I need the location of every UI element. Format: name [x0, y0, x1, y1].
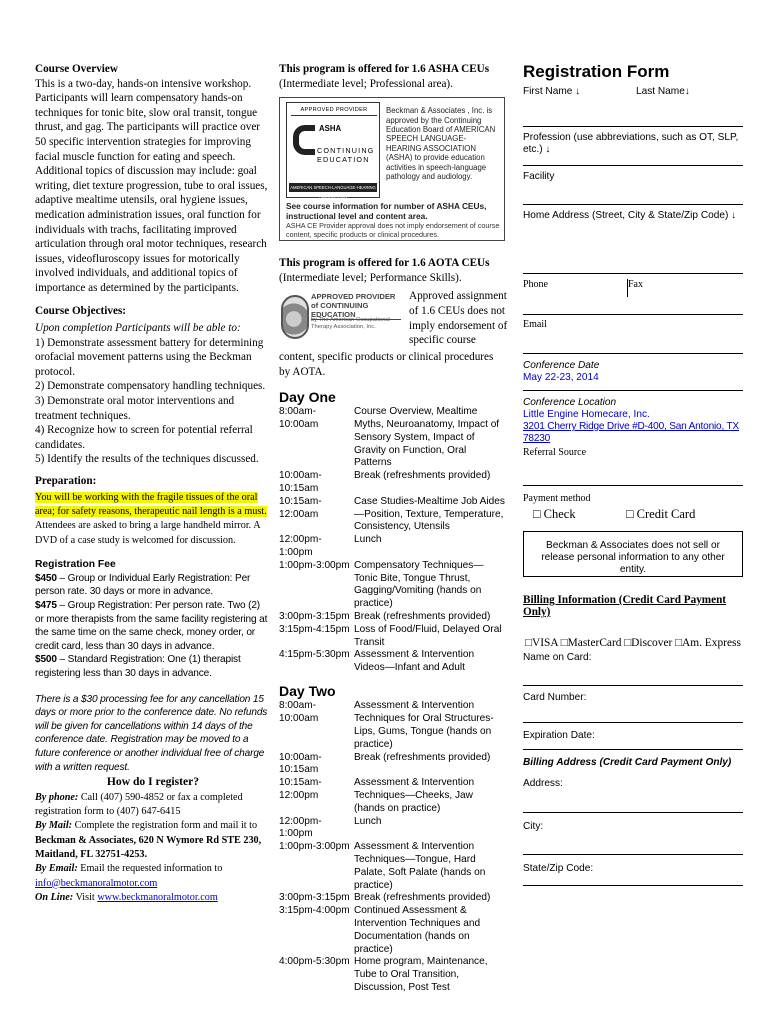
schedule-description: Assessment & Intervention Techniques for Oral Structures-Lips, Gums, Tongue (hands on practice) — [354, 700, 494, 750]
registration-form-title: Registration Form — [523, 62, 670, 81]
middle-column — [279, 62, 508, 995]
objective-4: 4) Recognize how to screen for potential referral candidates. — [35, 424, 253, 451]
billing-info-heading: Billing Information (Credit Card Payment Only) — [523, 594, 727, 618]
asha-disclaimer: ASHA CE Provider approval does not imply endorsement of course content, specific products or clinical procedures. — [286, 221, 500, 239]
fee-standard-amount: $500 — [35, 654, 57, 666]
aota-logo — [279, 291, 401, 347]
schedule-time: 3:00pm-3:15pm — [279, 892, 350, 904]
preparation-text — [35, 491, 271, 548]
schedule-time: 8:00am-10:00am — [279, 406, 319, 430]
register-by-email — [35, 862, 271, 876]
schedule-time: 8:00am-10:00am — [279, 700, 319, 725]
expiration-date-field[interactable]: Expiration Date: — [523, 730, 595, 741]
schedule-row — [279, 700, 505, 751]
schedule-description: Continued Assessment & Intervention Techniques and Documentation (hands on practice) — [354, 905, 481, 955]
schedule-row — [279, 905, 505, 956]
phone-fax-row — [523, 274, 743, 314]
schedule-row — [279, 624, 505, 650]
schedule-description: Lunch — [354, 815, 382, 827]
schedule-time: 4:00pm-5:30pm — [279, 956, 350, 968]
schedule-description: Assessment & Intervention Techniques—Tongue, Hard Palate, Soft Palate (hands on practice) — [354, 841, 486, 891]
course-overview-text: This is a two-day, hands-on intensive workshop. Participants will learn compensatory hands-on techniques for tonic bite, slow oral transit, tongue thrust, and gag. The participants will practice over 50 specific intervention strategies for improving facial muscle function for eating and speech. Additional topics of discussion may include: goal writing, diet texture progression, tube to oral issues, adaptive mealtime utensils, oral hygiene issues, medication administration issues, oral function for individuals with trachs, facilitating improved articulation through oral motor techniques, research issues, videofluroscopy issues for motorically involved individuals, and additional topics of importance as determined by the participants. — [35, 77, 268, 294]
schedule-row — [279, 956, 505, 994]
aota-section — [279, 289, 508, 353]
schedule-row — [279, 649, 505, 675]
schedule-time: 3:15pm-4:00pm — [279, 905, 350, 917]
address-field[interactable]: Address: — [523, 778, 563, 789]
schedule-time: 12:00pm-1:00pm — [279, 815, 322, 840]
objective-5: 5) Identify the results of the techniques discussed. — [35, 453, 259, 466]
schedule-description: Lunch — [354, 534, 382, 546]
preparation-heading: Preparation: — [35, 475, 97, 488]
fee-standard — [35, 653, 271, 680]
billing-address-heading: Billing Address (Credit Card Payment Only) — [523, 757, 732, 768]
schedule-time: 1:00pm-3:00pm — [279, 559, 350, 571]
schedule-row — [279, 406, 505, 470]
schedule-row — [279, 841, 505, 892]
name-on-card-field[interactable]: Name on Card: — [523, 652, 592, 663]
schedule-description: Course Overview, Mealtime Myths, Neuroanatomy, Impact of Sensory System, Impact of Gravity on Function, Oral Patterns — [354, 406, 500, 469]
payment-method-label: Payment method — [523, 493, 591, 504]
by-email-text: Email the requested information to — [77, 863, 223, 875]
state-zip-field[interactable]: State/Zip Code: — [523, 863, 594, 874]
privacy-notice: Beckman & Associates does not sell or release personal information to any other entity. — [523, 531, 743, 577]
schedule-description: Home program, Maintenance, Tube to Oral Transition, Discussion, Post Test — [354, 956, 488, 994]
by-email-label: By Email: — [35, 863, 78, 875]
fee-group-text: – Group Registration: Per person rate. Two (2) or more therapists from the same facility registering at the same time on the same check, money order, or credit card, less than 30 days in advance. — [35, 600, 268, 652]
schedule-time: 10:15am-12:00am — [279, 495, 322, 520]
cancellation-policy: There is a $30 processing fee for any cancellation 15 days or more prior to the conference date. No refunds will be given for cancellations within 14 days of the conference date. Registration may be moved to a future conference or another individual free of charge with a written request. — [35, 693, 268, 773]
profession-field[interactable]: Profession (use abbreviations, such as OT, SLP, etc.) ↓ — [523, 132, 739, 155]
schedule-row — [279, 777, 505, 815]
registration-fee-heading: Registration Fee — [35, 558, 116, 570]
asha-level: (Intermediate level; Professional area). — [279, 77, 453, 90]
by-phone-text: Call (407) 590-4852 or fax a completed registration form to (407) 647-6415 — [35, 791, 243, 818]
first-name-label: First Name ↓ — [523, 86, 581, 97]
aota-logo-subtitle: by The American Occupational Therapy Association, Inc. — [311, 317, 390, 331]
phone-field[interactable]: Phone — [523, 279, 548, 290]
schedule-row — [279, 816, 505, 842]
schedule-time: 10:00am-10:15am — [279, 751, 322, 776]
asha-logo-name: ASHA — [319, 124, 342, 134]
by-phone-label: By phone: — [35, 791, 79, 803]
mail-address: Beckman & Associates, 620 N Wymore Rd STE 230, Maitland, FL 32751-4253. — [35, 834, 262, 860]
course-overview-heading: Course Overview — [35, 63, 118, 75]
schedule-description: Break (refreshments provided) — [354, 470, 491, 482]
schedule-description: Break (refreshments provided) — [354, 610, 491, 622]
day-one-schedule — [279, 406, 505, 675]
register-by-phone — [35, 791, 271, 820]
schedule-time: 12:00pm-1:00pm — [279, 534, 322, 558]
registration-form — [523, 62, 743, 886]
asha-ce-mark-icon — [293, 125, 315, 155]
nail-length-highlight: You will be working with the fragile tissues of the oral area; for safety reasons, therapeutic nail length is a must. — [35, 491, 267, 517]
aota-logo-title: APPROVED PROVIDER of CONTINUING EDUCATION — [311, 293, 401, 320]
schedule-time: 1:00pm-3:00pm — [279, 841, 350, 853]
schedule-row — [279, 611, 505, 624]
card-type-options[interactable]: □VISA □MasterCard □Discover □Am. Express — [525, 637, 741, 649]
schedule-description: Compensatory Techniques—Tonic Bite, Tongue Thrust, Gagging/Vomiting (hands on practice) — [354, 559, 484, 610]
schedule-row — [279, 560, 505, 611]
fee-early-text: – Group or Individual Early Registration: Per person rate. 30 days or more in advance. — [35, 572, 251, 598]
facility-field[interactable]: Facility — [523, 171, 555, 182]
email-link[interactable]: info@beckmanoralmotor.com — [35, 877, 158, 889]
aota-ot-icon — [281, 295, 309, 339]
left-column — [35, 62, 271, 905]
card-number-field[interactable]: Card Number: — [523, 692, 587, 703]
conference-location-name: Little Engine Homecare, Inc. — [523, 409, 650, 420]
asha-logo — [286, 102, 380, 198]
schedule-time: 4:15pm-5:30pm — [279, 649, 350, 661]
schedule-time: 10:15am-12:00pm — [279, 777, 322, 802]
schedule-row — [279, 496, 505, 534]
fee-early — [35, 572, 271, 599]
asha-logo-bottom: AMERICAN SPEECH-LANGUAGE-HEARING ASSOCIATION — [290, 185, 376, 200]
schedule-description: Case Studies-Mealtime Job Aides—Position, Texture, Temperature, Consistency, Utensils — [354, 495, 505, 533]
credit-card-option[interactable]: □ Credit Card — [626, 507, 696, 521]
asha-ceu-title: This program is offered for 1.6 ASHA CEUs — [279, 63, 490, 75]
course-objectives-heading: Course Objectives: — [35, 304, 127, 317]
schedule-time: 10:00am-10:15am — [279, 470, 322, 494]
asha-logo-top: APPROVED PROVIDER — [291, 106, 377, 116]
objectives-intro: Upon completion Participants will be able to: — [35, 322, 241, 335]
email-field[interactable]: Email — [523, 319, 547, 330]
referral-source-field[interactable]: Referral Source — [523, 447, 587, 458]
aota-level: (Intermediate level; Performance Skills). — [279, 271, 462, 284]
aota-continued: content, specific products or clinical procedures by AOTA. — [279, 351, 494, 378]
aota-ceu-title: This program is offered for 1.6 AOTA CEUs — [279, 257, 490, 270]
register-by-mail — [35, 819, 271, 833]
day-two-heading: Day Two — [279, 682, 336, 699]
name-row[interactable] — [523, 86, 743, 126]
home-address-field[interactable]: Home Address (Street, City & State/Zip Code) ↓ — [523, 210, 737, 221]
schedule-description: Break (refreshments provided) — [354, 892, 491, 904]
fee-group — [35, 599, 271, 653]
schedule-description: Break (refreshments provided) — [354, 751, 491, 763]
schedule-row — [279, 534, 505, 560]
by-mail-label: By Mail: — [35, 820, 73, 832]
objective-2: 2) Demonstrate compensatory handling techniques. — [35, 380, 266, 393]
city-field[interactable]: City: — [523, 821, 544, 832]
objective-3: 3) Demonstrate oral motor interventions and treatment techniques. — [35, 395, 235, 422]
conference-date-label: Conference Date — [523, 360, 600, 371]
schedule-description: Assessment & Intervention Videos—Infant and Adult — [354, 649, 475, 674]
conference-date: May 22-23, 2014 — [523, 372, 599, 383]
day-two-schedule — [279, 700, 505, 994]
schedule-time: 3:15pm-4:15pm — [279, 623, 350, 635]
schedule-row — [279, 470, 505, 496]
schedule-time: 3:00pm-3:15pm — [279, 610, 350, 622]
schedule-row — [279, 752, 505, 778]
schedule-row — [279, 892, 505, 905]
online-label: On Line: — [35, 891, 74, 903]
asha-see-course-info: See course information for number of ASHA CEUs, instructional level and content area. — [286, 201, 487, 221]
conference-location-address: 3201 Cherry Ridge Drive #D-400, San Antonio, TX 78230 — [523, 421, 739, 444]
register-online — [35, 891, 271, 905]
asha-approval-text: Beckman & Associates , Inc. is approved by the Continuing Education Board of AMERICAN SPEECH LANGUAGE-HEARING ASSOCIATION (ASHA) to provide education activities in speech-language pathology and audiology. — [386, 106, 496, 182]
payment-options — [523, 507, 743, 522]
fee-standard-text: – Standard Registration: One (1) therapist registering less than 30 days in advance. — [35, 654, 241, 679]
check-option[interactable]: □ Check — [533, 507, 576, 521]
by-mail-text: Complete the registration form and mail it to — [72, 820, 258, 832]
aota-side-text: Approved assignment of 1.6 CEUs does not imply endorsement of specific course — [409, 290, 508, 347]
conference-location-label: Conference Location — [523, 397, 617, 408]
fax-field[interactable]: Fax — [628, 279, 643, 290]
schedule-description: Assessment & Intervention Techniques—Cheeks, Jaw (hands on practice) — [354, 777, 475, 814]
asha-approval-box — [279, 97, 505, 241]
schedule-description: Loss of Food/Fluid, Delayed Oral Transit — [354, 623, 502, 648]
how-register-heading: How do I register? — [106, 775, 200, 789]
preparation-rest: Attendees are asked to bring a large handheld mirror. A DVD of a case study is welcomed for discussion. — [35, 520, 260, 546]
fee-early-amount: $450 — [35, 572, 57, 584]
asha-logo-ce: CONTINUING EDUCATION — [317, 146, 375, 164]
fee-group-amount: $475 — [35, 600, 57, 611]
day-one-heading: Day One — [279, 388, 336, 405]
website-link[interactable]: www.beckmanoralmotor.com — [97, 891, 218, 903]
objective-1: 1) Demonstrate assessment battery for determining orofacial movement patterns using the Beckman protocol. — [35, 336, 264, 378]
online-text: Visit — [73, 891, 98, 903]
last-name-label: Last Name↓ — [636, 86, 690, 97]
